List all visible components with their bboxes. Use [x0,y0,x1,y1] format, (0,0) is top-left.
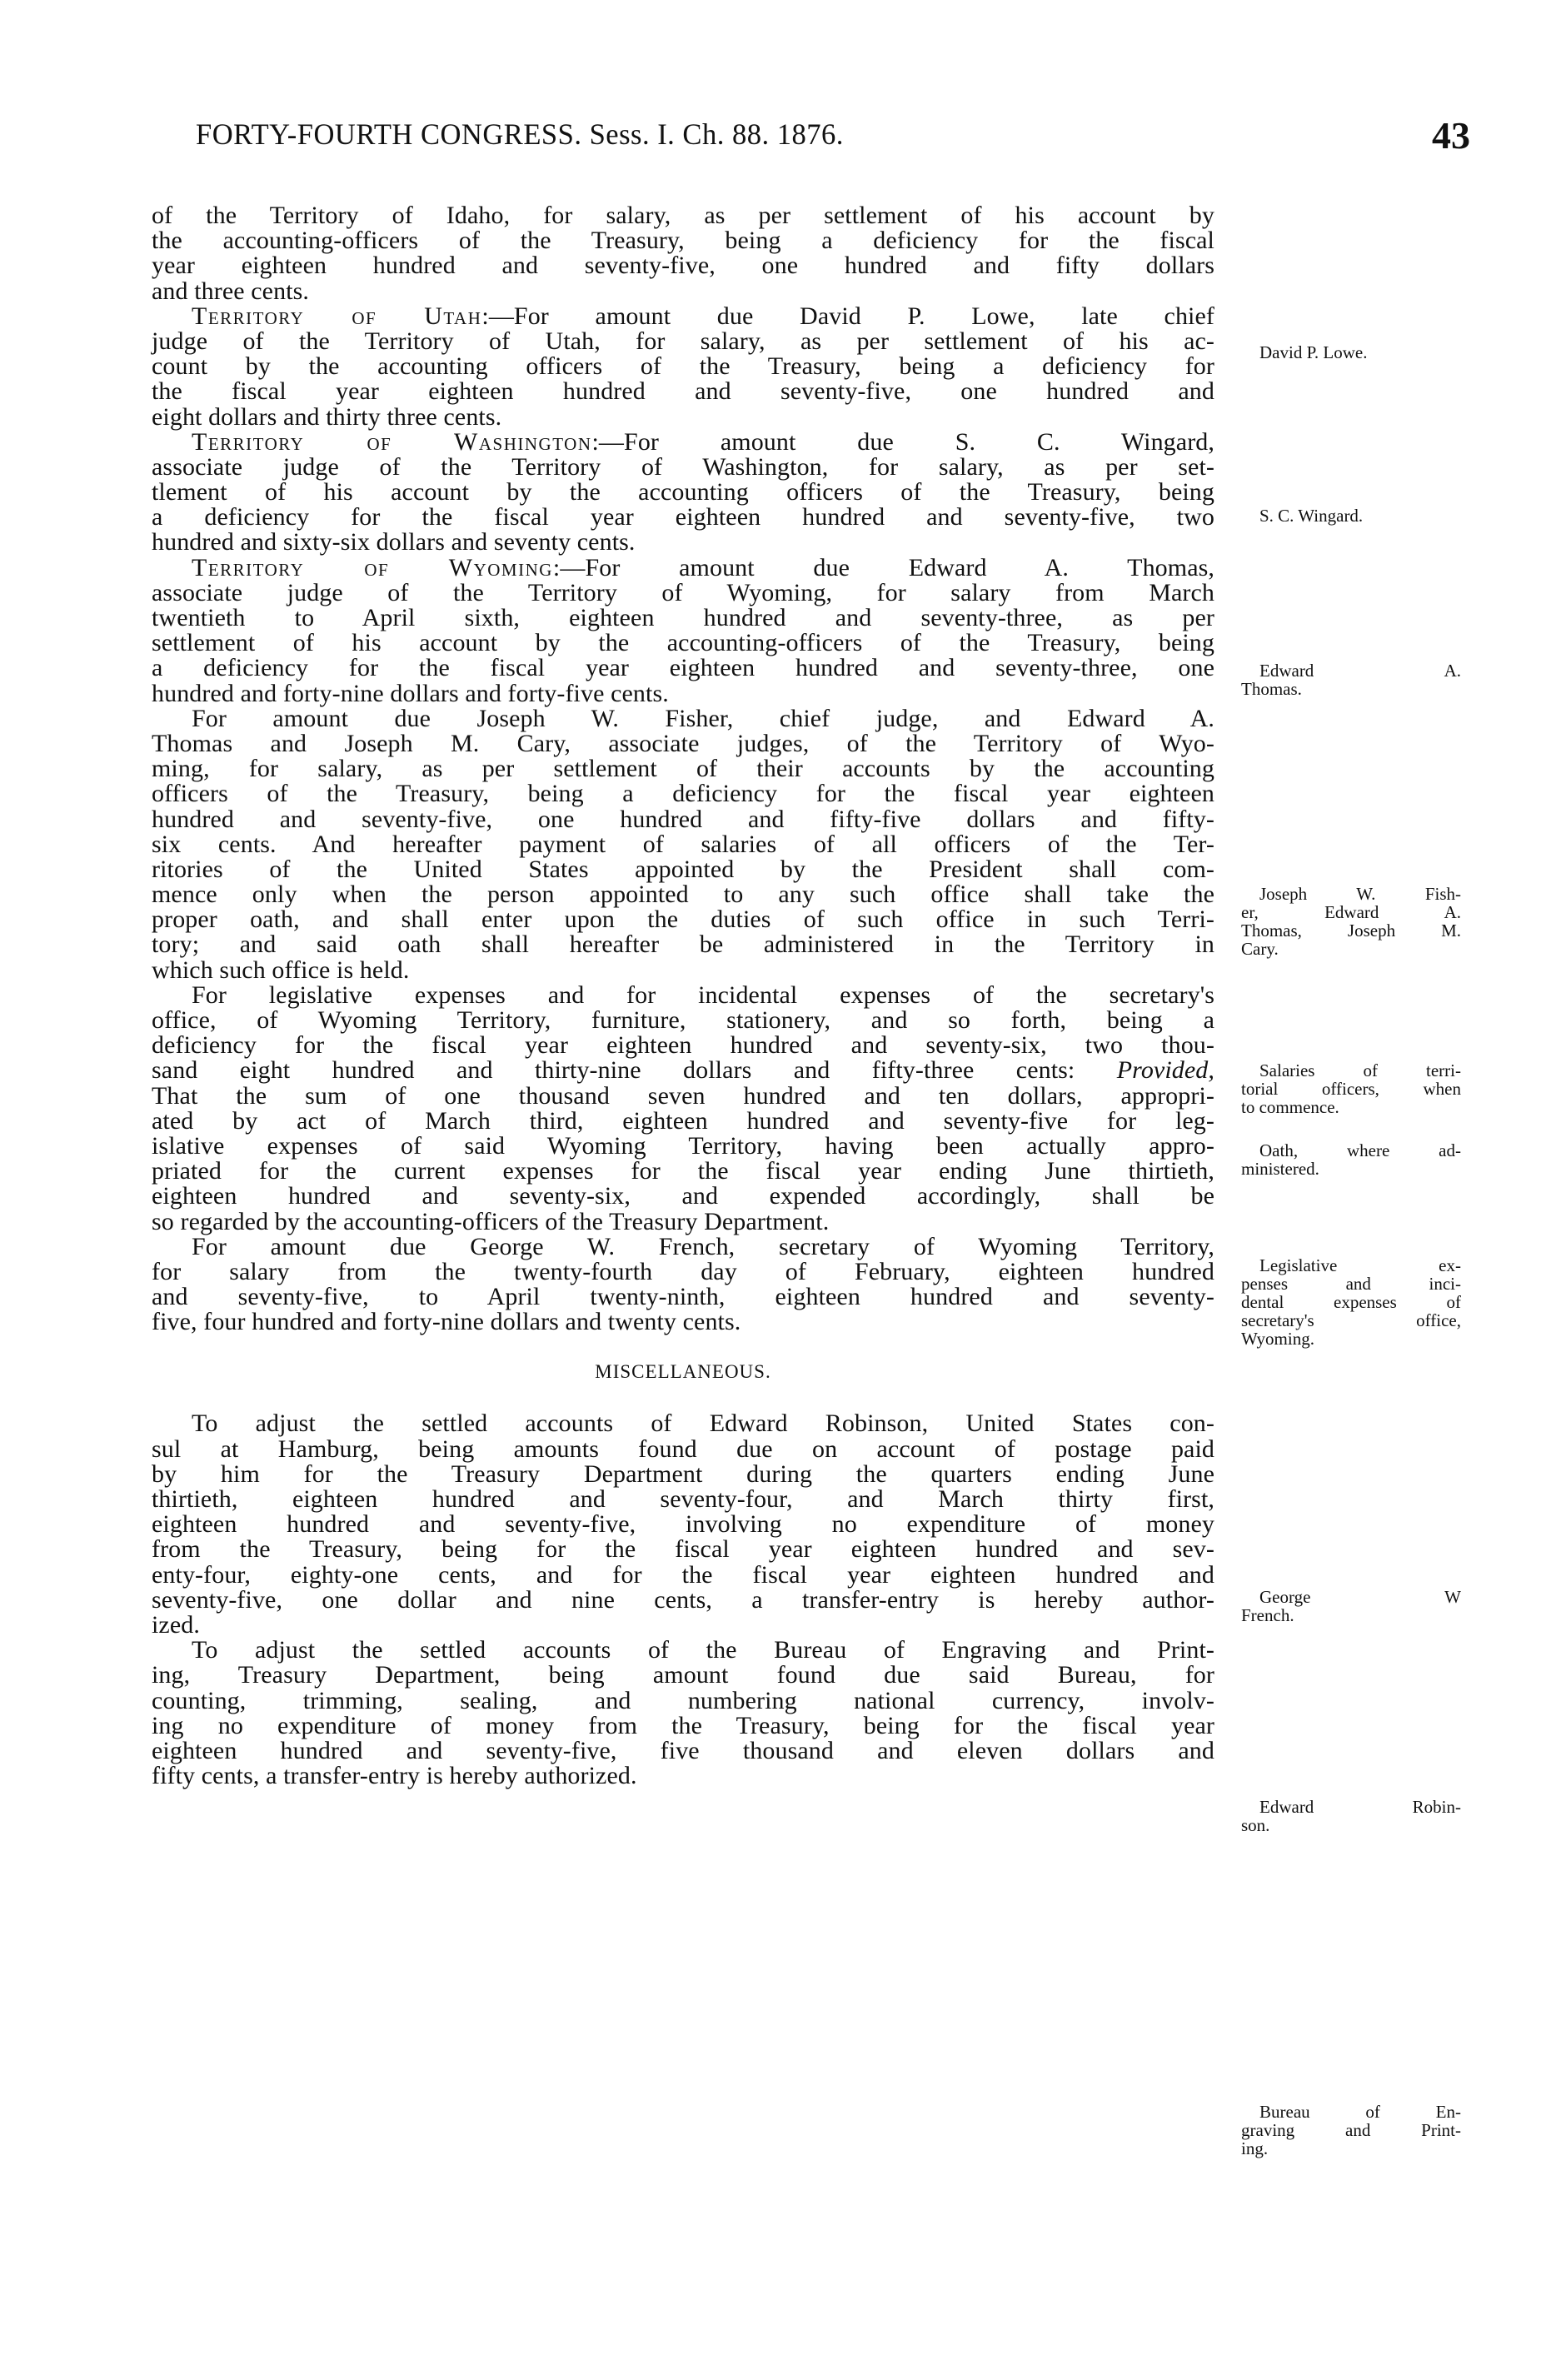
text-line: For amount due Joseph W. Fisher, chief judge, and Edward A. [192,704,1214,732]
text-line: officers of the Treasury, being a deficiency for the fiscal year eighteen [152,780,1214,808]
text-line: To adjust the settled accounts of Edward Robinson, United States con- [192,1410,1214,1438]
margin-note-salaries: Salaries of terri- torial officers, when to commence. [1241,1060,1461,1117]
text-line: settlement of his account by the accounting-officers of the Treasury, being [152,629,1214,657]
paragraph-idaho-continuation [152,203,1214,304]
text-line: by him for the Treasury Department during the quarters ending June [152,1459,1214,1488]
text-line: a deficiency for the fiscal year eighteen hundred and seventy-five, two [152,503,1214,531]
text-line: deficiency for the fiscal year eighteen hundred and seventy-six, two thou- [152,1031,1214,1060]
text-line: Thomas and Joseph M. Cary, associate judges, of the Territory of Wyo- [152,729,1214,757]
margin-note-fisher: Joseph W. Fish- er, Edward A. Thomas, Joseph M. Cary. [1241,884,1461,959]
text-line: and three cents. [152,277,310,305]
paragraph-bureau [152,1638,1214,1789]
text-line: tory; and said oath shall hereafter be administered in the Territory in [152,931,1214,959]
text-line: Territory of Utah:—For amount due David P. Lowe, late chief [192,302,1215,330]
text-line: six cents. And hereafter payment of salaries of all officers of the Ter- [152,830,1214,858]
text-line: Territory of Washington:—For amount due S. C. Wingard, [192,427,1214,456]
paragraph-utah [152,304,1214,430]
territory-heading: Territory of Wyoming [192,553,553,581]
text-line: For legislative expenses and for incidental expenses of the secretary's [192,980,1214,1009]
text-line: eighteen hundred and seventy-five, five thousand and eleven dollars and [152,1736,1214,1764]
text-line: ming, for salary, as per settlement of their accounts by the accounting [152,755,1214,783]
text-line: That the sum of one thousand seven hundred and ten dollars, appropri- [152,1081,1214,1110]
body-text [152,203,1214,1789]
text-line: ing, Treasury Department, being amount found due said Bureau, for [152,1661,1214,1689]
text-line: a deficiency for the fiscal year eighteen hundred and seventy-three, one [152,654,1214,682]
text-line: thirtieth, eighteen hundred and seventy-four, and March thirty first, [152,1485,1214,1513]
text-line: of the Territory of Idaho, for salary, as per settlement of his account by [152,202,1214,229]
text-line: enty-four, eighty-one cents, and for the fiscal year eighteen hundred and [152,1560,1214,1589]
text-line: hundred and forty-nine dollars and forty-five cents. [152,679,669,707]
text-line: For amount due George W. French, secretary of Wyoming Territory, [192,1232,1214,1260]
margin-note-thomas: Edward A. Thomas. [1241,661,1461,699]
text-line: judge of the Territory of Utah, for salary, as per settlement of his ac- [152,327,1214,355]
text-line: eighteen hundred and seventy-six, and expended accordingly, shall be [152,1182,1214,1210]
text-line: ing no expenditure of money from the Treasury, being for the fiscal year [152,1711,1214,1739]
text-line: proper oath, and shall enter upon the duties of such office in such Terri- [152,906,1214,934]
text-line: ized. [152,1610,200,1639]
text-line: To adjust the settled accounts of the Bureau of Engraving and Print- [192,1636,1214,1664]
text-line: five, four hundred and forty-nine dollars and twenty cents. [152,1308,741,1336]
text-line: eighteen hundred and seventy-five, involving no expenditure of money [152,1510,1214,1539]
page-number: 43 [1432,114,1470,157]
text-line: so regarded by the accounting-officers of the Treasury Department. [152,1207,830,1235]
margin-note-legislative: Legislative ex- penses and inci- dental expenses of secretary's office, Wyoming. [1241,1255,1461,1349]
text-line: twentieth to April sixth, eighteen hundred and seventy-three, as per [152,604,1214,631]
text-line: office, of Wyoming Territory, furniture, stationery, and so forth, being a [152,1006,1214,1034]
running-head [196,114,1470,167]
text-line: associate judge of the Territory of Wyoming, for salary from March [152,578,1214,606]
text-line: count by the accounting officers of the Treasury, being a deficiency for [152,352,1214,381]
text-line: the accounting-officers of the Treasury, being a deficiency for the fiscal [152,227,1214,255]
paragraph-legislative-expenses [152,980,1214,1235]
margin-note-robinson: Edward Robin- son. [1241,1797,1461,1835]
text-line: which such office is held. [152,955,410,984]
text-line: sand eight hundred and thirty-nine dollars and fifty-three cents: Provided, [152,1056,1214,1085]
text-line: and seventy-five, to April twenty-ninth, eighteen hundred and seventy- [152,1283,1214,1311]
text-line: Territory of Wyoming:—For amount due Edward A. Thomas, [192,553,1215,581]
section-heading-miscellaneous: MISCELLANEOUS. [595,1361,771,1383]
paragraph-robinson [152,1411,1214,1638]
margin-note-lowe: David P. Lowe. [1259,342,1368,362]
paragraph-fisher [152,706,1214,983]
text-line: the fiscal year eighteen hundred and seventy-five, one hundred and [152,377,1214,406]
territory-heading: Territory of Utah [192,302,482,330]
margin-note-oath: Oath, where ad- ministered. [1241,1140,1461,1179]
text-line: counting, trimming, sealing, and numbering national currency, involv- [152,1686,1214,1714]
text-line: priated for the current expenses for the fiscal year ending June thirtieth, [152,1157,1214,1185]
text-line: ritories of the United States appointed by the President shall com- [152,855,1214,883]
text-line: eight dollars and thirty three cents. [152,402,502,431]
text-line: for salary from the twenty-fourth day of February, eighteen hundred [152,1257,1214,1285]
paragraph-french [152,1232,1214,1336]
proviso-word: Provided, [1116,1056,1214,1085]
running-head-title: FORTY-FOURTH CONGRESS. Sess. I. Ch. 88. 1876. [196,117,844,151]
margin-note-french: George W French. [1241,1587,1461,1625]
text-line: fifty cents, a transfer-entry is hereby authorized. [152,1762,637,1790]
text-line: islative expenses of said Wyoming Territory, having been actually appro- [152,1131,1214,1160]
text-line: associate judge of the Territory of Washington, for salary, as per set- [152,452,1214,481]
paragraph-washington [152,427,1214,556]
margin-note-wingard: S. C. Wingard. [1259,506,1364,526]
text-line: ated by act of March third, eighteen hundred and seventy-five for leg- [152,1106,1214,1135]
text-line: tlement of his account by the accounting officers of the Treasury, being [152,478,1214,506]
text-line: hundred and sixty-six dollars and seventy cents. [152,528,636,556]
text-line: from the Treasury, being for the fiscal year eighteen hundred and sev- [152,1535,1214,1564]
text-line: seventy-five, one dollar and nine cents, a transfer-entry is hereby author- [152,1585,1214,1614]
text-line: hundred and seventy-five, one hundred and fifty-five dollars and fifty- [152,805,1214,833]
text-line: year eighteen hundred and seventy-five, one hundred and fifty dollars [152,252,1214,280]
paragraph-wyoming [152,553,1215,707]
text-line: mence only when the person appointed to any such office shall take the [152,881,1214,909]
text-line: sul at Hamburg, being amounts found due on account of postage paid [152,1434,1214,1463]
territory-heading: Territory of Washington [192,427,592,456]
margin-note-bureau: Bureau of En- graving and Print- ing. [1241,2102,1461,2158]
